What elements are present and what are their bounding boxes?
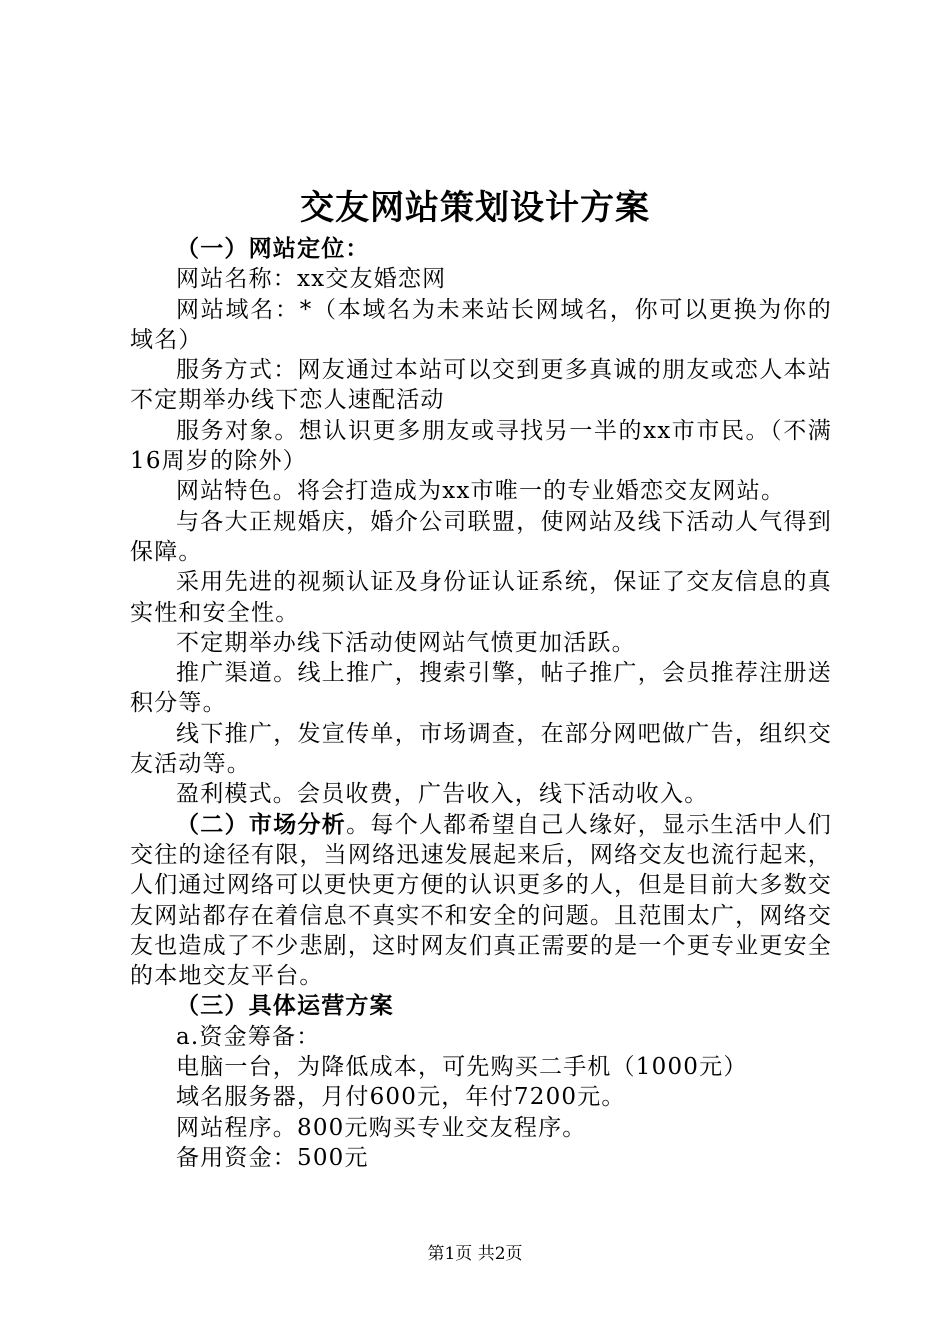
paragraph: a.资金筹备： [176,1023,321,1050]
paragraph: 服务方式：网友通过本站可以交到更多真诚的朋友或恋人本站不定期举办线下恋人速配活动 [130,357,832,414]
paragraph: 网站特色。将会打造成为xx市唯一的专业婚恋交友网站。 [176,478,786,505]
section1-heading: （一）网站定位： [176,236,370,262]
paragraph: 与各大正规婚庆，婚介公司联盟，使网站及线下活动人气得到保障。 [130,508,832,565]
paragraph: 电脑一台，为降低成本，可先购买二手机（1000元） [176,1054,748,1081]
section3-heading: （三）具体运营方案 [176,993,394,1020]
paragraph: 网站域名：*（本域名为未来站长网域名，你可以更换为你的域名） [130,296,832,353]
paragraph: 不定期举办线下活动使网站气愤更加活跃。 [176,629,636,656]
paragraph: 备用资金：500元 [176,1144,369,1171]
paragraph: 网站程序。800元购买专业交友程序。 [176,1114,587,1141]
paragraph: 推广渠道。线上推广，搜索引擎，帖子推广，会员推荐注册送积分等。 [130,660,832,717]
paragraph: 域名服务器，月付600元，年付7200元。 [176,1084,626,1111]
paragraph: 网站名称：xx交友婚恋网 [176,266,447,293]
document-title: 交友网站策划设计方案 [300,188,650,228]
paragraph: 盈利模式。会员收费，广告收入，线下活动收入。 [176,781,709,808]
section2-paragraph [130,810,832,992]
paragraph: 服务对象。想认识更多朋友或寻找另一半的xx市市民。（不满16周岁的除外） [130,417,832,475]
section2-text: 。每个人都希望自己人缘好，显示生活中人们交往的途径有限，当网络迅速发展起来后，网络交友也流行起来，人们通过网络可以更快更方便的认识更多的人，但是目前大多数交友网站都存在着信息不真实不和安全的问题。且范围太广，网络交友也造成了不少悲剧，这时网友们真正需要的是一个更专业更安全的本地交友平台。 [130,811,833,990]
page-footer: 第1页 共2页 [427,1244,523,1264]
paragraph: 线下推广，发宣传单，市场调查，在部分网吧做广告，组织交友活动等。 [130,720,832,778]
section2-heading: （二）市场分析 [176,811,347,838]
document-body [130,234,832,1173]
paragraph: 采用先进的视频认证及身份证认证系统，保证了交友信息的真实性和安全性。 [130,569,832,626]
